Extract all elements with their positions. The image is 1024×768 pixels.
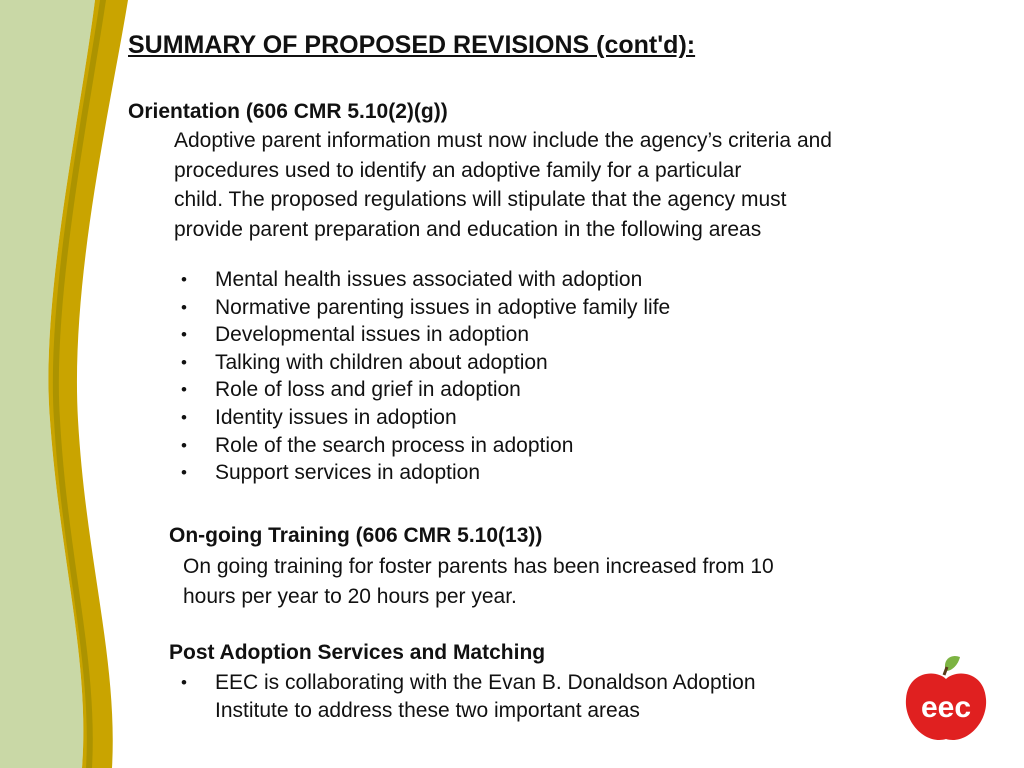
- post-adoption-bullet-line: EEC is collaborating with the Evan B. Donaldson Adoption: [215, 671, 756, 694]
- list-item: • Identity issues in adoption: [181, 404, 670, 432]
- list-item: • Support services in adoption: [181, 459, 670, 487]
- apple-stem: [944, 667, 947, 675]
- orientation-paragraph-line: procedures used to identify an adoptive family for a particular: [174, 158, 742, 182]
- bullet-glyph: •: [181, 673, 187, 692]
- list-item: • Developmental issues in adoption: [181, 321, 670, 349]
- post-adoption-heading: Post Adoption Services and Matching: [169, 641, 546, 664]
- orientation-paragraph-line: child. The proposed regulations will stipulate that the agency must: [174, 188, 787, 211]
- list-item: • Talking with children about adoption: [181, 349, 670, 377]
- list-item: • Role of loss and grief in adoption: [181, 376, 670, 404]
- logo-text: eec: [920, 691, 972, 724]
- orientation-bullet-list: [181, 266, 670, 487]
- post-adoption-bullet: [181, 669, 756, 725]
- list-item: • Mental health issues associated with adoption: [181, 266, 670, 294]
- orientation-paragraph-line: provide parent preparation and education in the following areas: [174, 217, 762, 241]
- eec-apple-logo: [900, 655, 992, 747]
- orientation-paragraph: [174, 126, 832, 244]
- orientation-paragraph-line: Adoptive parent information must now include the agency’s criteria and: [174, 129, 832, 152]
- decorative-side-band: [0, 0, 130, 768]
- ongoing-training-paragraph-line: hours per year to 20 hours per year.: [183, 584, 517, 608]
- post-adoption-bullet-line: Institute to address these two important areas: [215, 699, 640, 722]
- slide-title: SUMMARY OF PROPOSED REVISIONS (cont'd):: [128, 31, 696, 59]
- list-item: • Role of the search process in adoption: [181, 432, 670, 460]
- ongoing-training-paragraph: [183, 552, 774, 611]
- ongoing-training-paragraph-line: On going training for foster parents has been increased from 10: [183, 555, 774, 578]
- list-item: [181, 669, 756, 725]
- list-item: • Normative parenting issues in adoptive family life: [181, 294, 670, 322]
- ongoing-training-heading: On-going Training (606 CMR 5.10(13)): [169, 524, 543, 547]
- orientation-heading: Orientation (606 CMR 5.10(2)(g)): [128, 100, 448, 123]
